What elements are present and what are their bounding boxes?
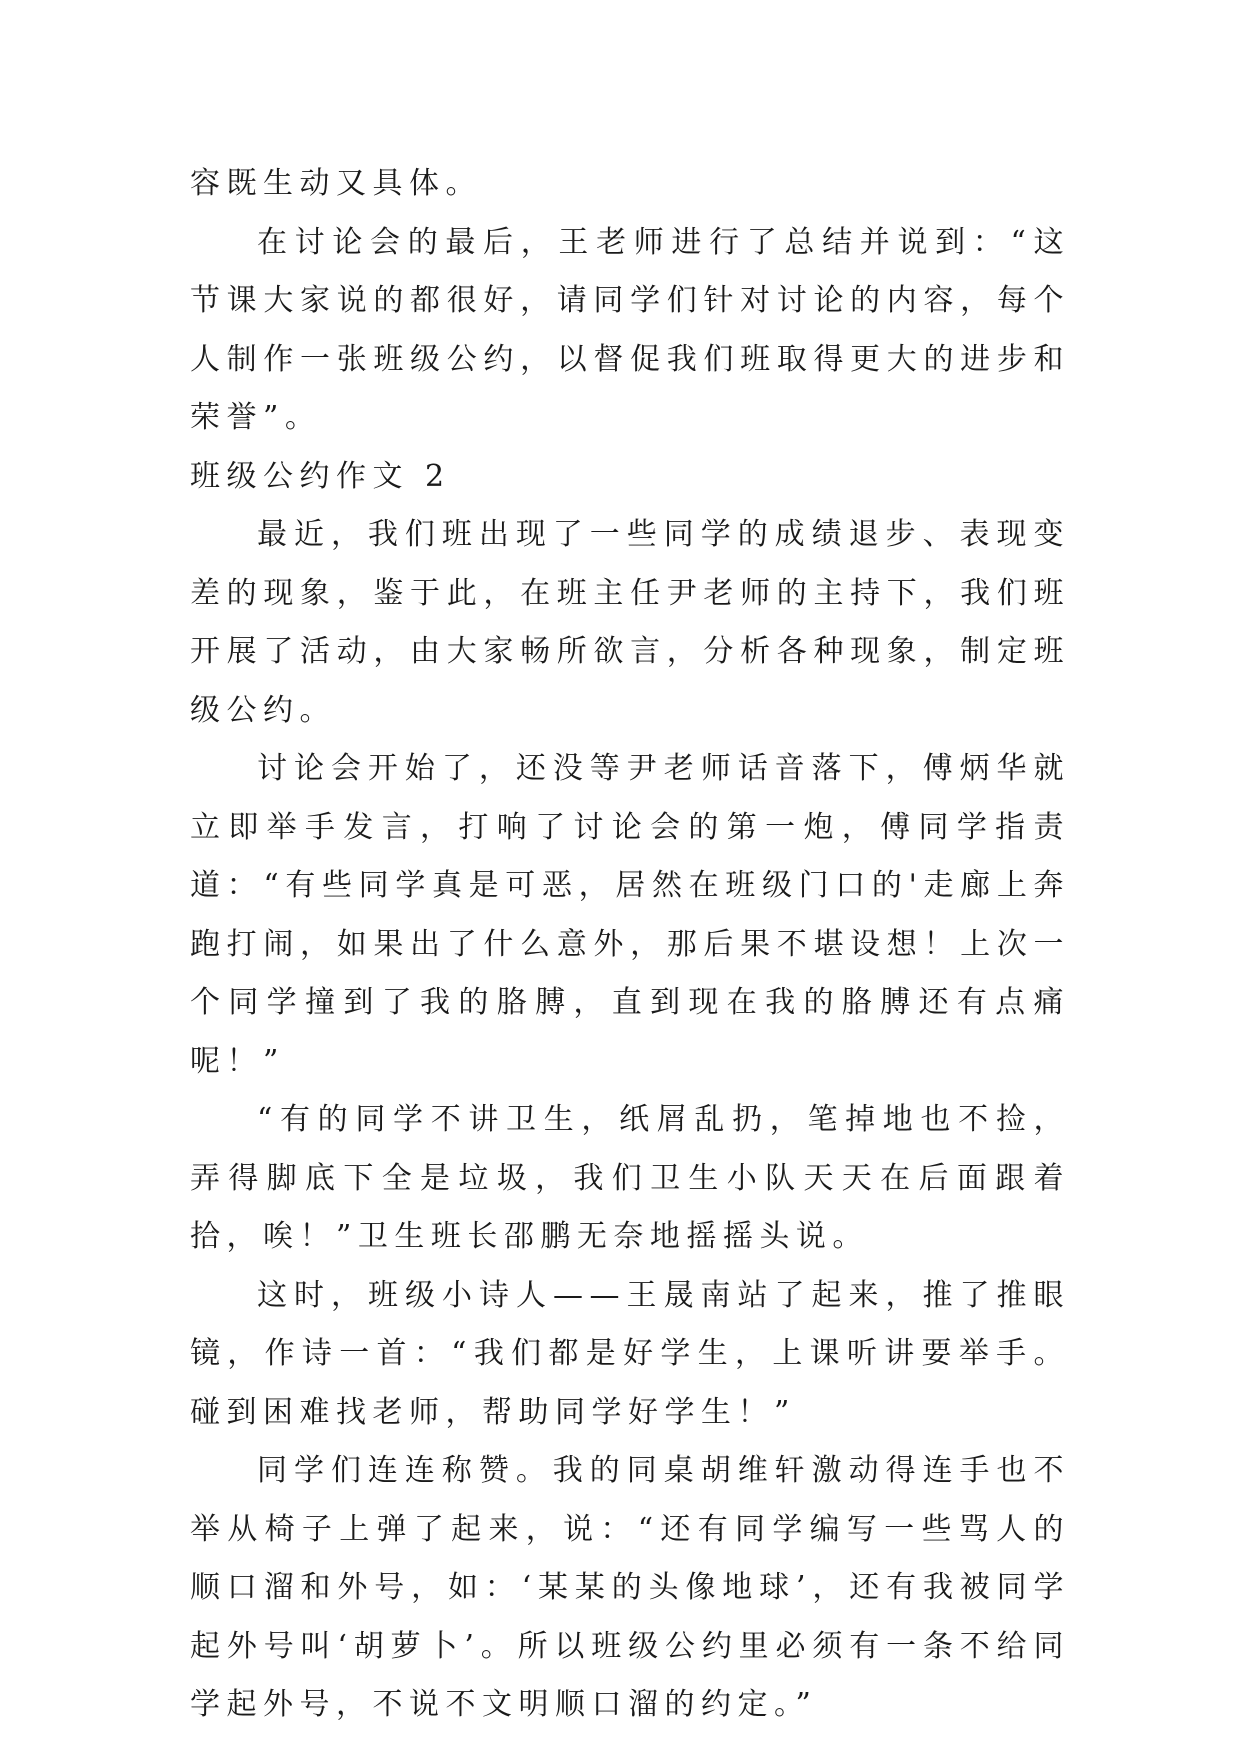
paragraph-fu-binghua: 讨论会开始了，还没等尹老师话音落下，傅炳华就立即举手发言，打响了讨论会的第一炮，傅同学指责道：“有些同学真是可恶，居然在班级门口的'走廊上奔跑打闹，如果出了什么意外，那后果不堪设想！上次一个同学撞到了我的胳膊，直到现在我的胳膊还有点痛呢！” xyxy=(190,751,1070,1079)
paragraph-continuation: 容既生动又具体。 xyxy=(190,166,482,201)
paragraph-poet: 这时，班级小诗人——王晟南站了起来，推了推眼镜，作诗一首：“我们都是好学生，上课听讲要举手。碰到困难找老师，帮助同学好学生！” xyxy=(190,1277,1070,1430)
paragraph-intro: 最近，我们班出现了一些同学的成绩退步、表现变差的现象，鉴于此，在班主任尹老师的主持下，我们班开展了活动，由大家畅所欲言，分析各种现象，制定班级公约。 xyxy=(190,517,1070,728)
paragraph-teacher-summary: 在讨论会的最后，王老师进行了总结并说到：“这节课大家说的都很好，请同学们针对讨论的内容，每个人制作一张班级公约，以督促我们班取得更大的进步和荣誉”。 xyxy=(190,224,1070,435)
section-heading: 班级公约作文 2 xyxy=(190,458,451,494)
document-body xyxy=(190,155,1070,1735)
paragraph-hygiene: “有的同学不讲卫生，纸屑乱扔，笔掉地也不捡，弄得脚底下全是垃圾，我们卫生小队天天在后面跟着拾，唉！”卫生班长邵鹏无奈地摇摇头说。 xyxy=(190,1102,1070,1254)
paragraph-nicknames: 同学们连连称赞。我的同桌胡维轩激动得连手也不举从椅子上弹了起来，说：“还有同学编写一些骂人的顺口溜和外号，如：‘某某的头像地球’，还有我被同学起外号叫‘胡萝卜’。所以班级公约里必须有一条不给同学起外号，不说不文明顺口溜的约定。” xyxy=(190,1453,1070,1722)
